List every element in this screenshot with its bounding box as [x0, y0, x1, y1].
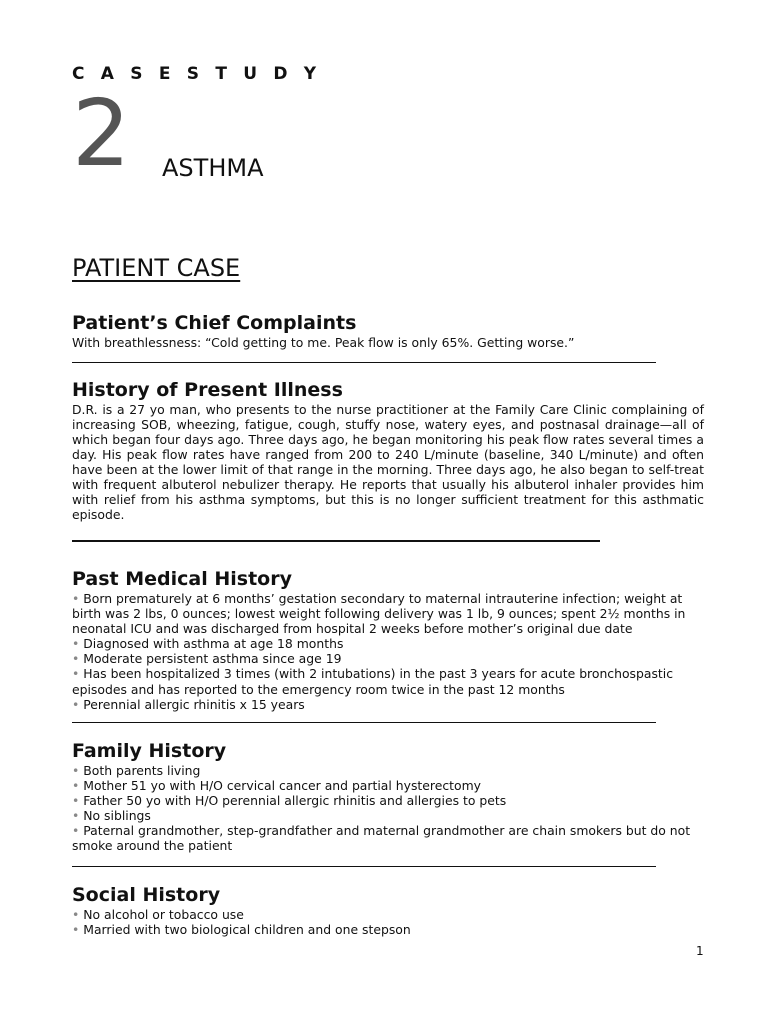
bullet-icon: •: [72, 808, 80, 824]
list-item: [72, 907, 704, 922]
bullet-icon: •: [72, 823, 80, 839]
section-divider: [72, 362, 656, 363]
social-history-list: [72, 907, 704, 937]
patient-case-heading: PATIENT CASE: [72, 254, 241, 282]
section-divider: [72, 722, 656, 723]
page-number: 1: [696, 944, 704, 958]
bullet-icon: •: [72, 793, 80, 809]
family-history-list: [72, 763, 704, 854]
family-history-heading: Family History: [72, 740, 227, 762]
section-divider: [72, 866, 656, 867]
bullet-icon: •: [72, 922, 80, 938]
past-medical-list: [72, 591, 704, 712]
list-item: [72, 922, 704, 937]
list-item: [72, 651, 704, 666]
bullet-icon: •: [72, 636, 80, 652]
social-history-section: [72, 884, 704, 937]
list-item-text: Paternal grandmother, step-grandfather and maternal grandmother are chain smokers but do not smoke around the patient: [72, 823, 691, 854]
list-item: [72, 591, 704, 636]
list-item-text: No alcohol or tobacco use: [83, 907, 244, 922]
list-item: [72, 778, 704, 793]
bullet-icon: •: [72, 763, 80, 778]
bullet-icon: •: [72, 907, 80, 922]
section-divider: [72, 540, 600, 542]
list-item: [72, 793, 704, 808]
bullet-icon: •: [72, 778, 80, 794]
list-item: [72, 636, 704, 651]
present-illness-text: D.R. is a 27 yo man, who presents to the nurse practitioner at the Family Care Clinic complaining of increasing SOB, wheezing, fatigue, cough, stuffy nose, watery eyes, and postnasal drainage—all of which began four days ago. Three days ago, he began monitoring his peak flow rates several times a day. His peak flow rates have ranged from 200 to 240 L/minute (baseline, 340 L/minute) and often have been at the lower limit of that range in the morning. Three days ago, he also began to self-treat with frequent albuterol nebulizer therapy. He reports that usually his albuterol inhaler provides him with relief from his asthma symptoms, but this is no longer sufficient treatment for this asthmatic episode.: [72, 402, 704, 522]
list-item-text: Married with two biological children and one stepson: [83, 922, 411, 938]
list-item-text: Moderate persistent asthma since age 19: [83, 651, 342, 667]
bullet-icon: •: [72, 651, 80, 667]
bullet-icon: •: [72, 696, 80, 712]
list-item: [72, 823, 704, 853]
list-item-text: Father 50 yo with H/O perennial allergic rhinitis and allergies to pets: [83, 793, 507, 809]
list-item-text: Both parents living: [83, 763, 201, 778]
case-number: 2: [72, 80, 131, 187]
present-illness-section: [72, 379, 704, 522]
list-item-text: Born prematurely at 6 months’ gestation secondary to maternal intrauterine infection; weight at birth was 2 lbs, 0 ounces; lowest weight following delivery was 1 lb, 9 ounces; spent 2½ months in neonatal ICU and was discharged from hospital 2 weeks before mother’s original due date: [72, 591, 686, 637]
list-item-text: Has been hospitalized 3 times (with 2 intubations) in the past 3 years for acute bronchospastic episodes and has reported to the emergency room twice in the past 12 months: [72, 666, 674, 697]
list-item-text: Diagnosed with asthma at age 18 months: [83, 636, 344, 652]
past-medical-heading: Past Medical History: [72, 568, 292, 590]
list-item-text: No siblings: [83, 808, 151, 824]
list-item: [72, 666, 704, 696]
past-medical-section: [72, 568, 704, 712]
social-history-heading: Social History: [72, 884, 221, 906]
chief-complaints-text: With breathlessness: “Cold getting to me. Peak flow is only 65%. Getting worse.”: [72, 335, 575, 350]
bullet-icon: •: [72, 666, 80, 682]
list-item-text: Mother 51 yo with H/O cervical cancer and partial hysterectomy: [83, 778, 481, 794]
list-item: [72, 763, 704, 778]
list-item: [72, 808, 704, 823]
case-title: ASTHMA: [162, 154, 264, 182]
present-illness-heading: History of Present Illness: [72, 379, 343, 401]
list-item-text: Perennial allergic rhinitis x 15 years: [83, 696, 305, 712]
family-history-section: [72, 740, 704, 854]
chief-complaints-section: [72, 312, 704, 350]
list-item: [72, 697, 704, 712]
chief-complaints-heading: Patient’s Chief Complaints: [72, 312, 357, 334]
bullet-icon: •: [72, 591, 80, 606]
case-study-label: C A S E S T U D Y: [72, 64, 322, 84]
